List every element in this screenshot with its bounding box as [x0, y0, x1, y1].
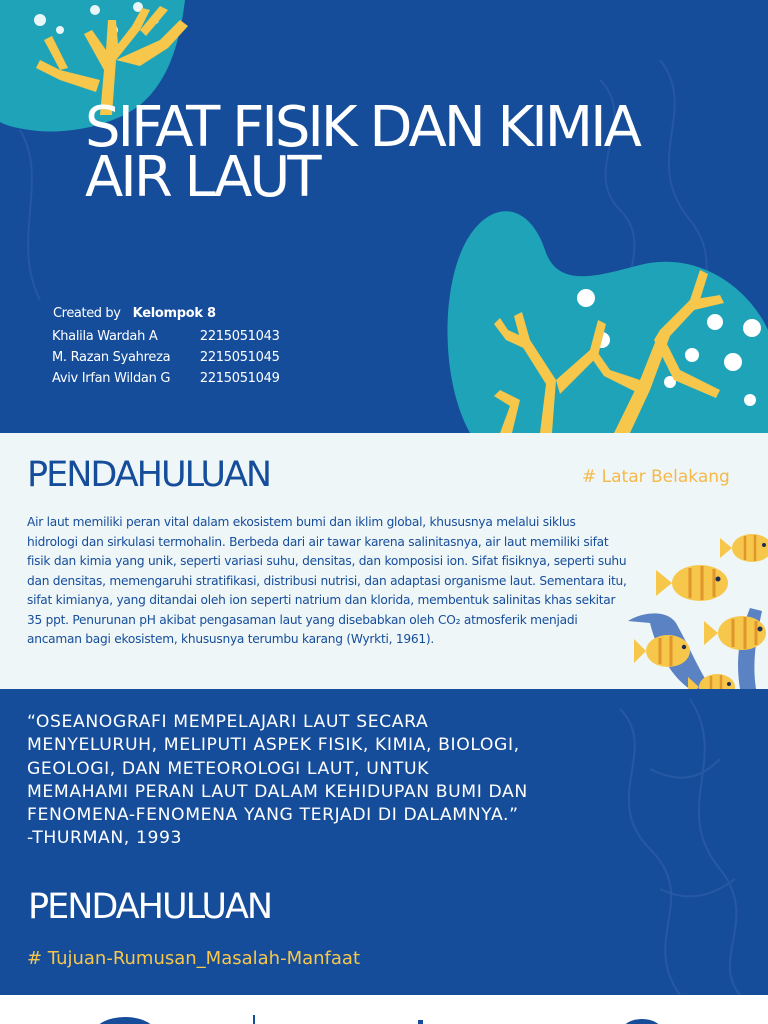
- created-by-label: Created by: [53, 306, 121, 321]
- group-name: Kelompok 8: [132, 306, 216, 321]
- fish-icon: [656, 565, 728, 601]
- member-name: Khalila Wardah A: [52, 329, 158, 344]
- pendahuluan-latar-belakang-slide: [0, 433, 768, 689]
- member-row: [52, 350, 280, 365]
- section-title: PENDAHULUAN: [27, 455, 271, 495]
- section-tag: # Latar Belakang: [582, 467, 730, 487]
- member-id: 2215051045: [199, 350, 280, 365]
- fish-icon: [720, 534, 768, 562]
- circle-shape-icon: [622, 1019, 662, 1024]
- member-name: Aviv Irfan Wildan G: [52, 371, 171, 386]
- member-row: [52, 329, 280, 344]
- seaweed-outline-icon: [620, 699, 740, 995]
- dot-shape-icon: [418, 1020, 423, 1024]
- cover-slide: [0, 0, 768, 433]
- section-tag: # Tujuan-Rumusan_Masalah-Manfaat: [27, 948, 361, 969]
- next-slide-preview: [0, 995, 768, 1024]
- next-slide-decoration: [0, 995, 768, 1024]
- member-row: [52, 371, 280, 386]
- presentation-title: SIFAT FISIK DAN KIMIA AIR LAUT: [85, 95, 639, 210]
- quote-text: “OSEANOGRAFI MEMPELAJARI LAUT SECARA MENYELURUH, MELIPUTI ASPEK FISIK, KIMIA, BIOLOGI, GEOLOGI, DAN METEOROLOGI LAUT, UNTUK MEMAHAMI PERAN LAUT DALAM KEHIDUPAN BUMI DAN FENOMENA-FENOMENA YANG TERJADI DI DALAMNYA.” -THURMAN, 1993: [27, 712, 528, 849]
- circle-shape-icon: [93, 1017, 157, 1024]
- fish-icon: [634, 635, 690, 667]
- pendahuluan-tujuan-slide: [0, 689, 768, 995]
- section-title: PENDAHULUAN: [28, 887, 272, 927]
- cover-decoration: [0, 0, 768, 433]
- created-by-row: [53, 306, 216, 321]
- member-name: M. Razan Syahreza: [52, 350, 171, 365]
- member-id: 2215051049: [199, 371, 280, 386]
- member-id: 2215051043: [199, 329, 280, 344]
- body-paragraph: Air laut memiliki peran vital dalam ekosistem bumi dan iklim global, khususnya melalui siklus hidrologi dan sirkulasi termohalin. Berbeda dari air tawar karena salinitasnya, air laut memiliki sifat fisik dan kimia yang unik, seperti variasi suhu, densitas, dan komposisi ion. Sifat fisiknya, seperti suhu dan densitas, memengaruhi stratifikasi, distribusi nutrisi, dan adaptasi organisme laut. Sementara itu, sifat kimianya, yang ditandai oleh ion seperti natrium dan klorida, membentuk salinitas khas sekitar 35 ppt. Penurunan pH akibat pengasaman laut yang disebabkan oleh CO₂ atmosferik menjadi ancaman bagi ekosistem, khususnya terumbu karang (Wyrkti, 1961).: [27, 515, 627, 646]
- fish-icon: [704, 616, 766, 650]
- divider-line: [253, 1015, 255, 1024]
